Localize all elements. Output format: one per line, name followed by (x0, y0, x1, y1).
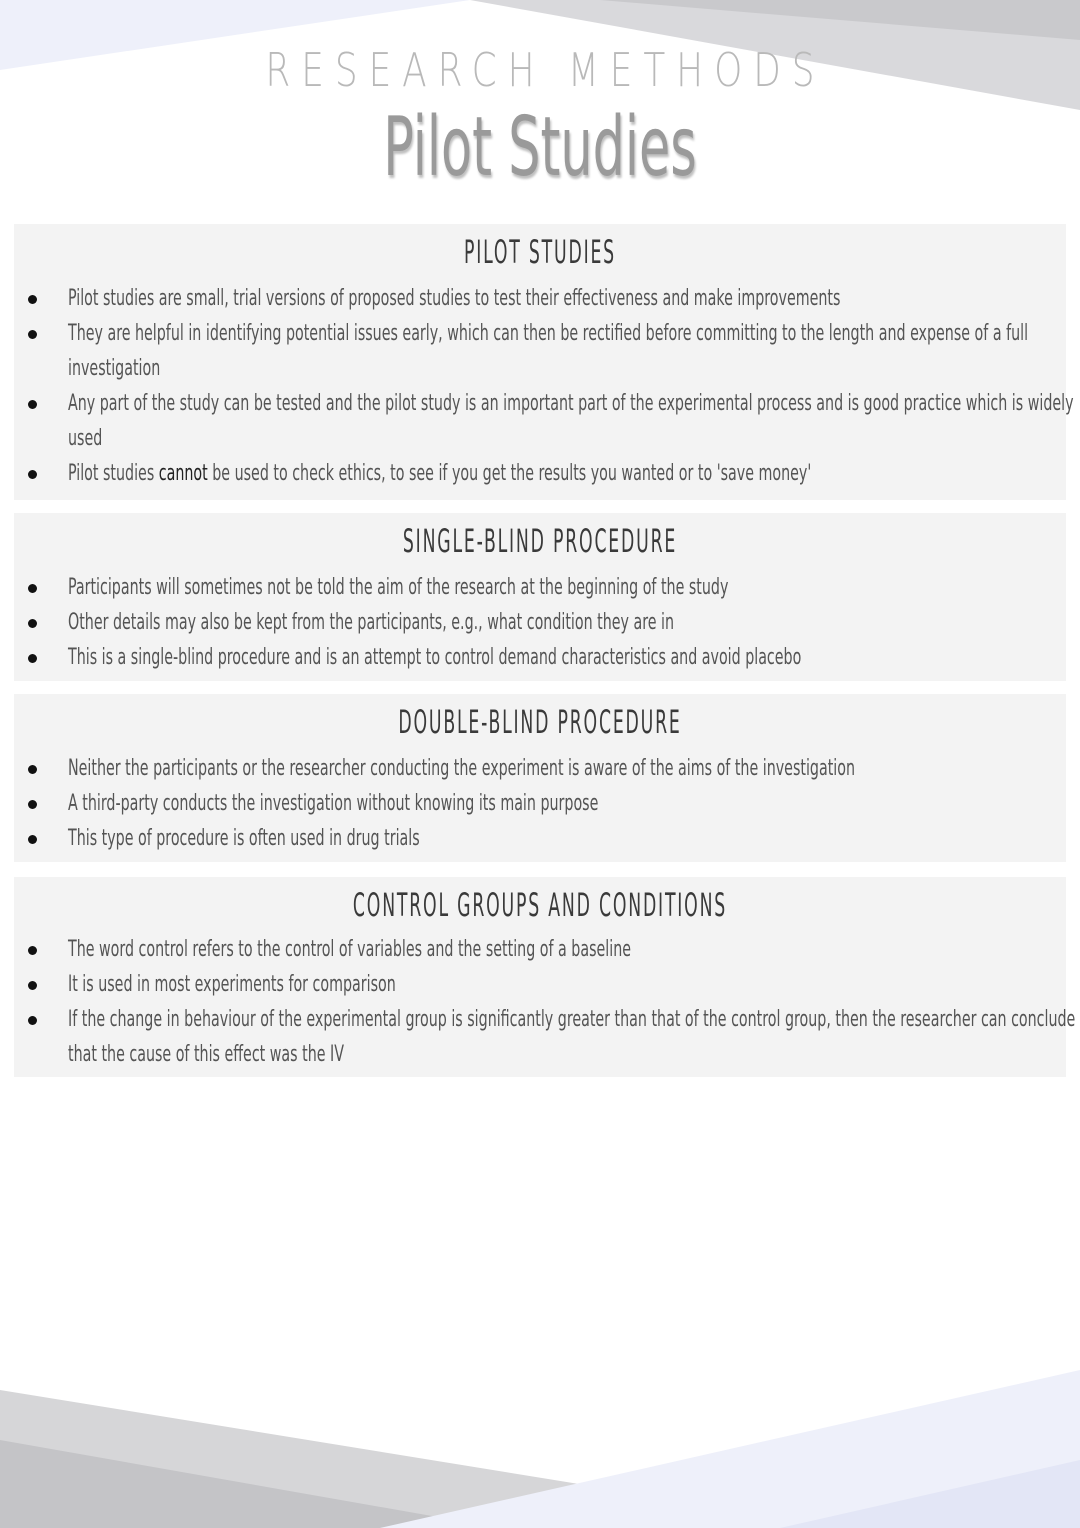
section-double-blind (14, 694, 1066, 862)
section-control-groups (14, 877, 1076, 1077)
list-item (68, 281, 1078, 316)
list-item (68, 456, 1078, 491)
list-item (68, 967, 1078, 1002)
bullet-text: If the change in behaviour of the experimental group is significantly greater than that of the control group, then the researcher can conclude that the cause of this effect was the IV (68, 1007, 1076, 1067)
list-item (68, 932, 1078, 967)
list-item (68, 640, 1078, 675)
bullet-text: Neither the participants or the researcher conducting the experiment is aware of the aims of the investigation (68, 756, 855, 781)
bullet-text: Other details may also be kept from the participants, e.g., what condition they are in (68, 610, 675, 635)
list-item (68, 386, 1078, 456)
bullet-text: This type of procedure is often used in drug trials (68, 826, 420, 851)
bullet-text (68, 456, 1079, 491)
section-heading: SINGLE-BLIND PROCEDURE (402, 522, 678, 560)
list-item (68, 786, 1078, 821)
bullet-list (14, 281, 1074, 491)
bullet-text: It is used in most experiments for comparison (68, 972, 396, 997)
list-item (68, 316, 1078, 386)
bullet-text: Participants will sometimes not be told the aim of the research at the beginning of the study (68, 575, 729, 600)
section-heading: CONTROL GROUPS AND CONDITIONS (352, 886, 728, 924)
bullet-text: They are helpful in identifying potential issues early, which can then be rectified before committing to the length and expense of a full investigation (68, 321, 1029, 381)
page-title: Pilot Studies (383, 100, 697, 195)
section-pilot-studies (14, 224, 1074, 500)
page-supertitle: RESEARCH METHODS (265, 43, 826, 97)
emphasis-text: cannot (158, 461, 208, 486)
bullet-list (14, 932, 1076, 1072)
bullet-text-suffix: be used to check ethics, to see if you get the results you wanted or to 'save money' (212, 461, 812, 486)
list-item (68, 1002, 1078, 1072)
list-item (68, 570, 1078, 605)
list-item (68, 751, 1078, 786)
bullet-list (14, 751, 1066, 856)
bullet-list (14, 570, 1066, 675)
section-single-blind (14, 513, 1066, 681)
bullet-text-prefix: Pilot studies (68, 461, 155, 486)
section-heading: PILOT STUDIES (464, 233, 616, 271)
list-item (68, 605, 1078, 640)
bullet-text: Any part of the study can be tested and the pilot study is an important part of the experimental process and is good practice which is widely used (68, 391, 1074, 451)
bullet-text: The word control refers to the control of variables and the setting of a baseline (68, 937, 632, 962)
page-header (0, 40, 1080, 198)
bullet-text: Pilot studies are small, trial versions of proposed studies to test their effectiveness and make improvements (68, 286, 841, 311)
section-heading: DOUBLE-BLIND PROCEDURE (398, 703, 682, 741)
bullet-text: A third-party conducts the investigation without knowing its main purpose (68, 791, 599, 816)
bullet-text: This is a single-blind procedure and is an attempt to control demand characteristics and avoid placebo (68, 645, 802, 670)
list-item (68, 821, 1078, 856)
